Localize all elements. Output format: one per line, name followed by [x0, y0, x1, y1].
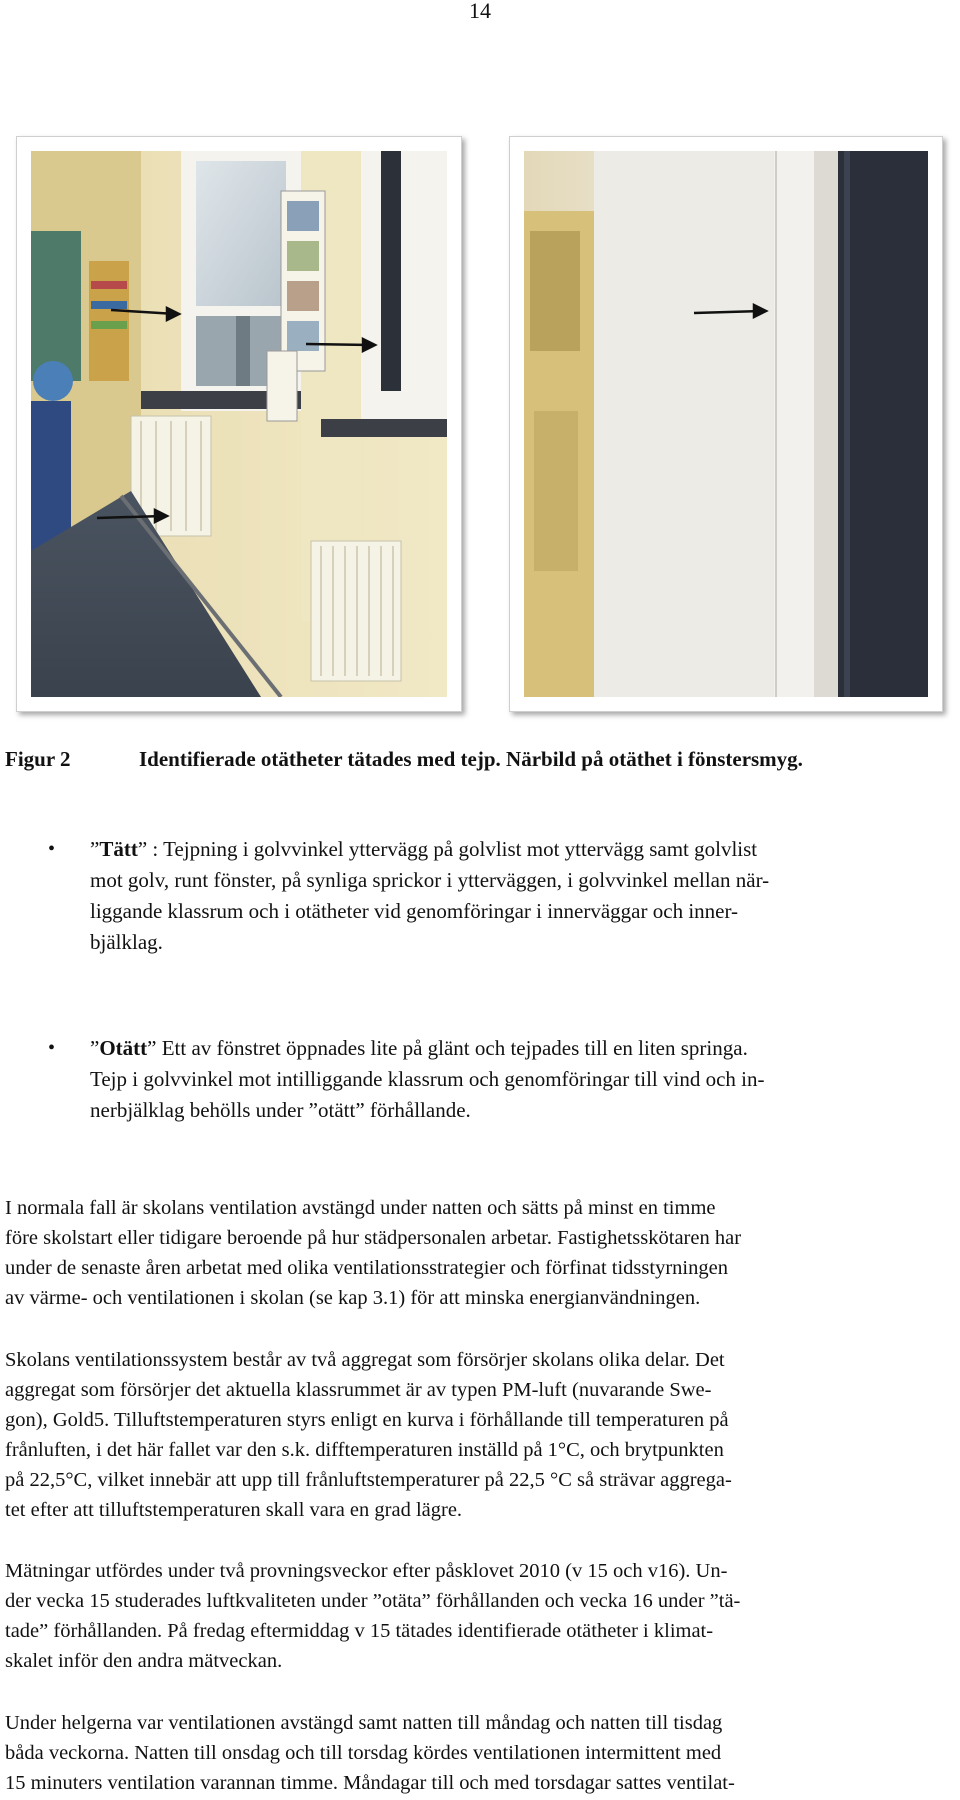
- window-reveal-photo-image: [524, 151, 928, 697]
- bullet-icon: •: [48, 838, 56, 860]
- bullet-quote-open: ”: [90, 1036, 100, 1060]
- paragraph-weekend-schedule: [5, 1708, 940, 1798]
- bullet-line: [90, 834, 940, 865]
- paragraph-line: aggregat som försörjer det aktuella klassrummet är av typen PM-luft (nuvarande Swe-: [5, 1379, 712, 1401]
- bullet-quote-open: ”: [90, 837, 100, 861]
- bullet-text: [90, 834, 940, 958]
- paragraph-line: tade” förhållanden. På fredag eftermiddag v 15 tätades identifierade otätheter i klimat-: [5, 1620, 714, 1642]
- bullet-line: nerbjälklag behölls under ”otätt” förhållande.: [90, 1098, 471, 1122]
- bullet-line: bjälklag.: [90, 930, 163, 954]
- paragraph-line: Under helgerna var ventilationen avstängd samt natten till måndag och natten till tisdag: [5, 1712, 723, 1734]
- bullet-rest: ” : Tejpning i golvvinkel yttervägg på golvlist mot yttervägg samt golvlist: [137, 837, 758, 861]
- classroom-photo-image: [31, 151, 447, 697]
- figure-label: Figur 2: [5, 747, 71, 771]
- paragraph-line: skalet inför den andra mätveckan.: [5, 1650, 283, 1672]
- paragraph-ventilation-schedule: [5, 1193, 940, 1313]
- paragraph-line: Skolans ventilationssystem består av två aggregat som försörjer skolans olika delar. Det: [5, 1349, 725, 1371]
- photo-classroom-corner: [16, 136, 462, 712]
- bullet-line: [90, 1033, 940, 1064]
- paragraph-line: båda veckorna. Natten till onsdag och till torsdag kördes ventilationen intermittent med: [5, 1742, 722, 1764]
- bullet-lead: Otätt: [99, 1036, 148, 1060]
- paragraph-line: före skolstart eller tidigare beroende på hur städpersonalen arbetar. Fastighetsskötaren har: [5, 1227, 742, 1249]
- bullet-line: mot golv, runt fönster, på synliga sprickor i ytterväggen, i golvvinkel mellan när-: [90, 868, 770, 892]
- paragraph-ventilation-system: [5, 1345, 940, 1525]
- figure-caption-text: Identifierade otätheter tätades med tejp. Närbild på otäthet i fönstersmyg.: [139, 747, 803, 771]
- bullet-line: liggande klassrum och i otätheter vid genomföringar i innerväggar och inner-: [90, 899, 739, 923]
- bullet-line: Tejp i golvvinkel mot intilliggande klassrum och genomföringar till vind och in-: [90, 1067, 765, 1091]
- paragraph-line: på 22,5°C, vilket innebär att upp till frånluftstemperaturer på 22,5 °C så strävar aggrega-: [5, 1469, 732, 1491]
- bullet-rest: ” Ett av fönstret öppnades lite på glänt och tejpades till en liten springa.: [147, 1036, 748, 1060]
- page-number: 14: [469, 0, 491, 23]
- bullet-text: [90, 1033, 940, 1126]
- paragraph-line: gon), Gold5. Tilluftstemperaturen styrs enligt en kurva i förhållande till temperaturen på: [5, 1409, 729, 1431]
- bullet-lead: Tätt: [99, 837, 138, 861]
- paragraph-measurements: [5, 1556, 940, 1676]
- paragraph-line: 15 minuters ventilation varannan timme. Måndagar till och med torsdagar sattes ventilat-: [5, 1772, 735, 1794]
- bullet-icon: •: [48, 1037, 56, 1059]
- paragraph-line: tet efter att tilluftstemperaturen skall vara en grad lägre.: [5, 1499, 463, 1521]
- paragraph-line: Mätningar utfördes under två provningsveckor efter påsklovet 2010 (v 15 och v16). Un-: [5, 1560, 728, 1582]
- paragraph-line: I normala fall är skolans ventilation avstängd under natten och sätts på minst en timme: [5, 1197, 716, 1219]
- paragraph-line: der vecka 15 studerades luftkvaliteten under ”otäta” förhållanden och vecka 16 under ”tä-: [5, 1590, 741, 1612]
- figure-caption: [5, 747, 803, 772]
- photo-window-reveal-closeup: [509, 136, 943, 712]
- paragraph-line: under de senaste åren arbetat med olika ventilationsstrategier och förfinat tidsstyrningen: [5, 1257, 728, 1279]
- paragraph-line: frånluften, i det här fallet var den s.k. difftemperaturen inställd på 1°C, och brytpunkten: [5, 1439, 724, 1461]
- paragraph-line: av värme- och ventilationen i skolan (se kap 3.1) för att minska energianvändningen.: [5, 1287, 701, 1309]
